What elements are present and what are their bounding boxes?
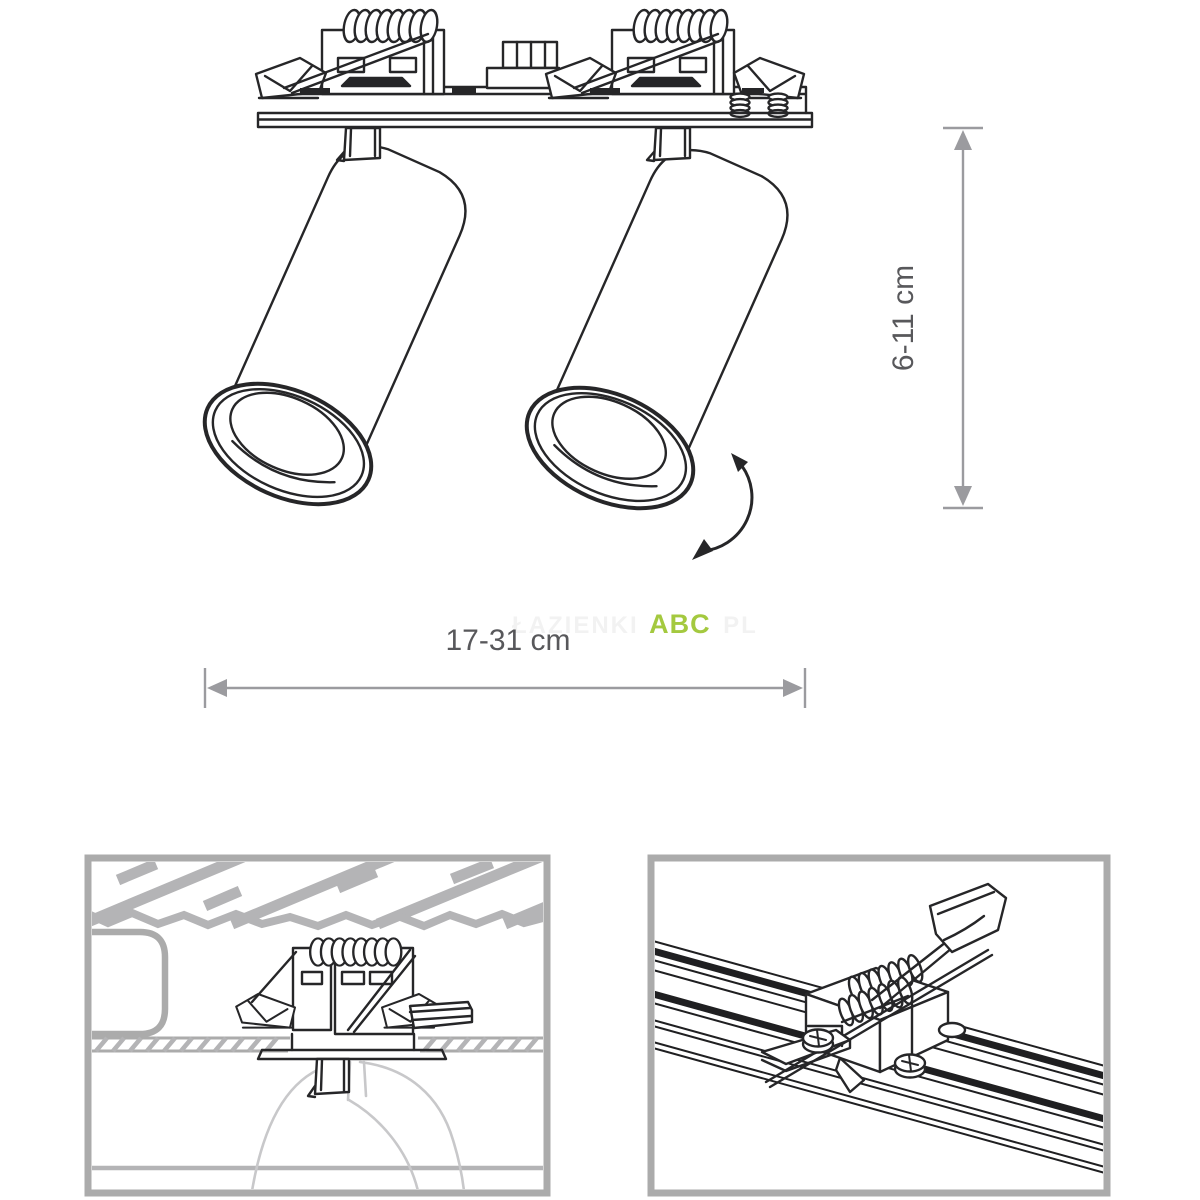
watermark-brand: ABC	[649, 609, 711, 639]
ceiling-slab-hatch	[90, 857, 560, 924]
spring-clip-right	[546, 10, 734, 98]
mounting-plate	[258, 113, 812, 127]
watermark-prefix: ŁAZIENKI	[512, 612, 639, 639]
spring-clip-left	[256, 10, 444, 98]
right-stem	[647, 128, 690, 161]
watermark	[512, 609, 758, 639]
screw-icon	[895, 1055, 925, 1078]
height-dimension-label: 6-11 cm	[887, 264, 920, 372]
left-spotlight-cylinder	[186, 125, 494, 528]
right-spotlight-cylinder	[508, 129, 816, 532]
height-dimension	[887, 128, 983, 508]
spotlight-fixture-drawing	[186, 10, 816, 560]
width-dimension-label: 17-31 cm	[445, 624, 571, 657]
inset-ceiling-cross-section	[88, 857, 560, 1193]
inset-rail-clip-detail	[651, 858, 1107, 1193]
recessed-clip-mechanism	[236, 938, 472, 1097]
rotation-arrow-icon	[692, 453, 752, 560]
watermark-suffix: PL	[723, 612, 758, 639]
duct-profile	[88, 932, 165, 1034]
faint-lamp-outline	[252, 1062, 464, 1191]
left-stem	[337, 128, 380, 161]
screw-icon	[803, 1030, 833, 1053]
